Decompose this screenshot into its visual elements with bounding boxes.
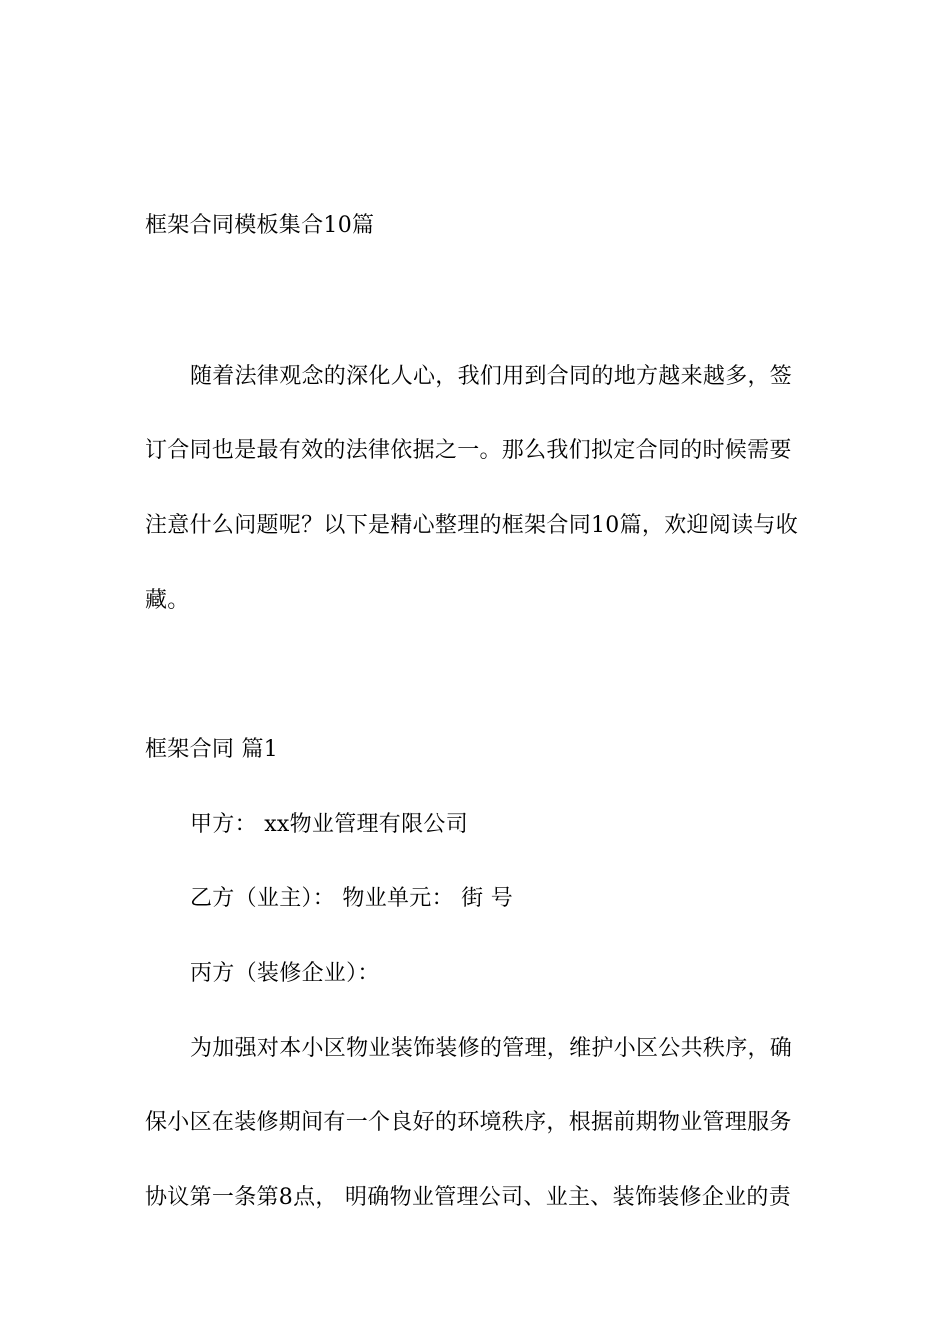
- party-b-line: 乙方（业主）： 物业单元： 街 号: [190, 886, 514, 911]
- body-line-2: 保小区在装修期间有一个良好的环境秩序，根据前期物业管理服务: [145, 1110, 792, 1135]
- document-title: 框架合同模板集合10篇: [145, 213, 375, 238]
- party-a-line: 甲方： xx物业管理有限公司: [190, 812, 469, 837]
- body-line-1: 为加强对本小区物业装饰装修的管理，维护小区公共秩序，确: [190, 1036, 793, 1061]
- intro-line-2: 订合同也是最有效的法律依据之一。那么我们拟定合同的时候需要: [145, 438, 792, 463]
- party-c-line: 丙方（装修企业）：: [190, 961, 380, 986]
- body-line-3: 协议第一条第8点， 明确物业管理公司、业主、装饰装修企业的责: [145, 1185, 791, 1210]
- intro-line-1: 随着法律观念的深化人心，我们用到合同的地方越来越多，签: [190, 364, 793, 389]
- intro-line-3: 注意什么问题呢？以下是精心整理的框架合同10篇，欢迎阅读与收: [145, 513, 798, 538]
- section-heading: 框架合同 篇1: [145, 737, 279, 762]
- intro-line-4: 藏。: [145, 588, 190, 613]
